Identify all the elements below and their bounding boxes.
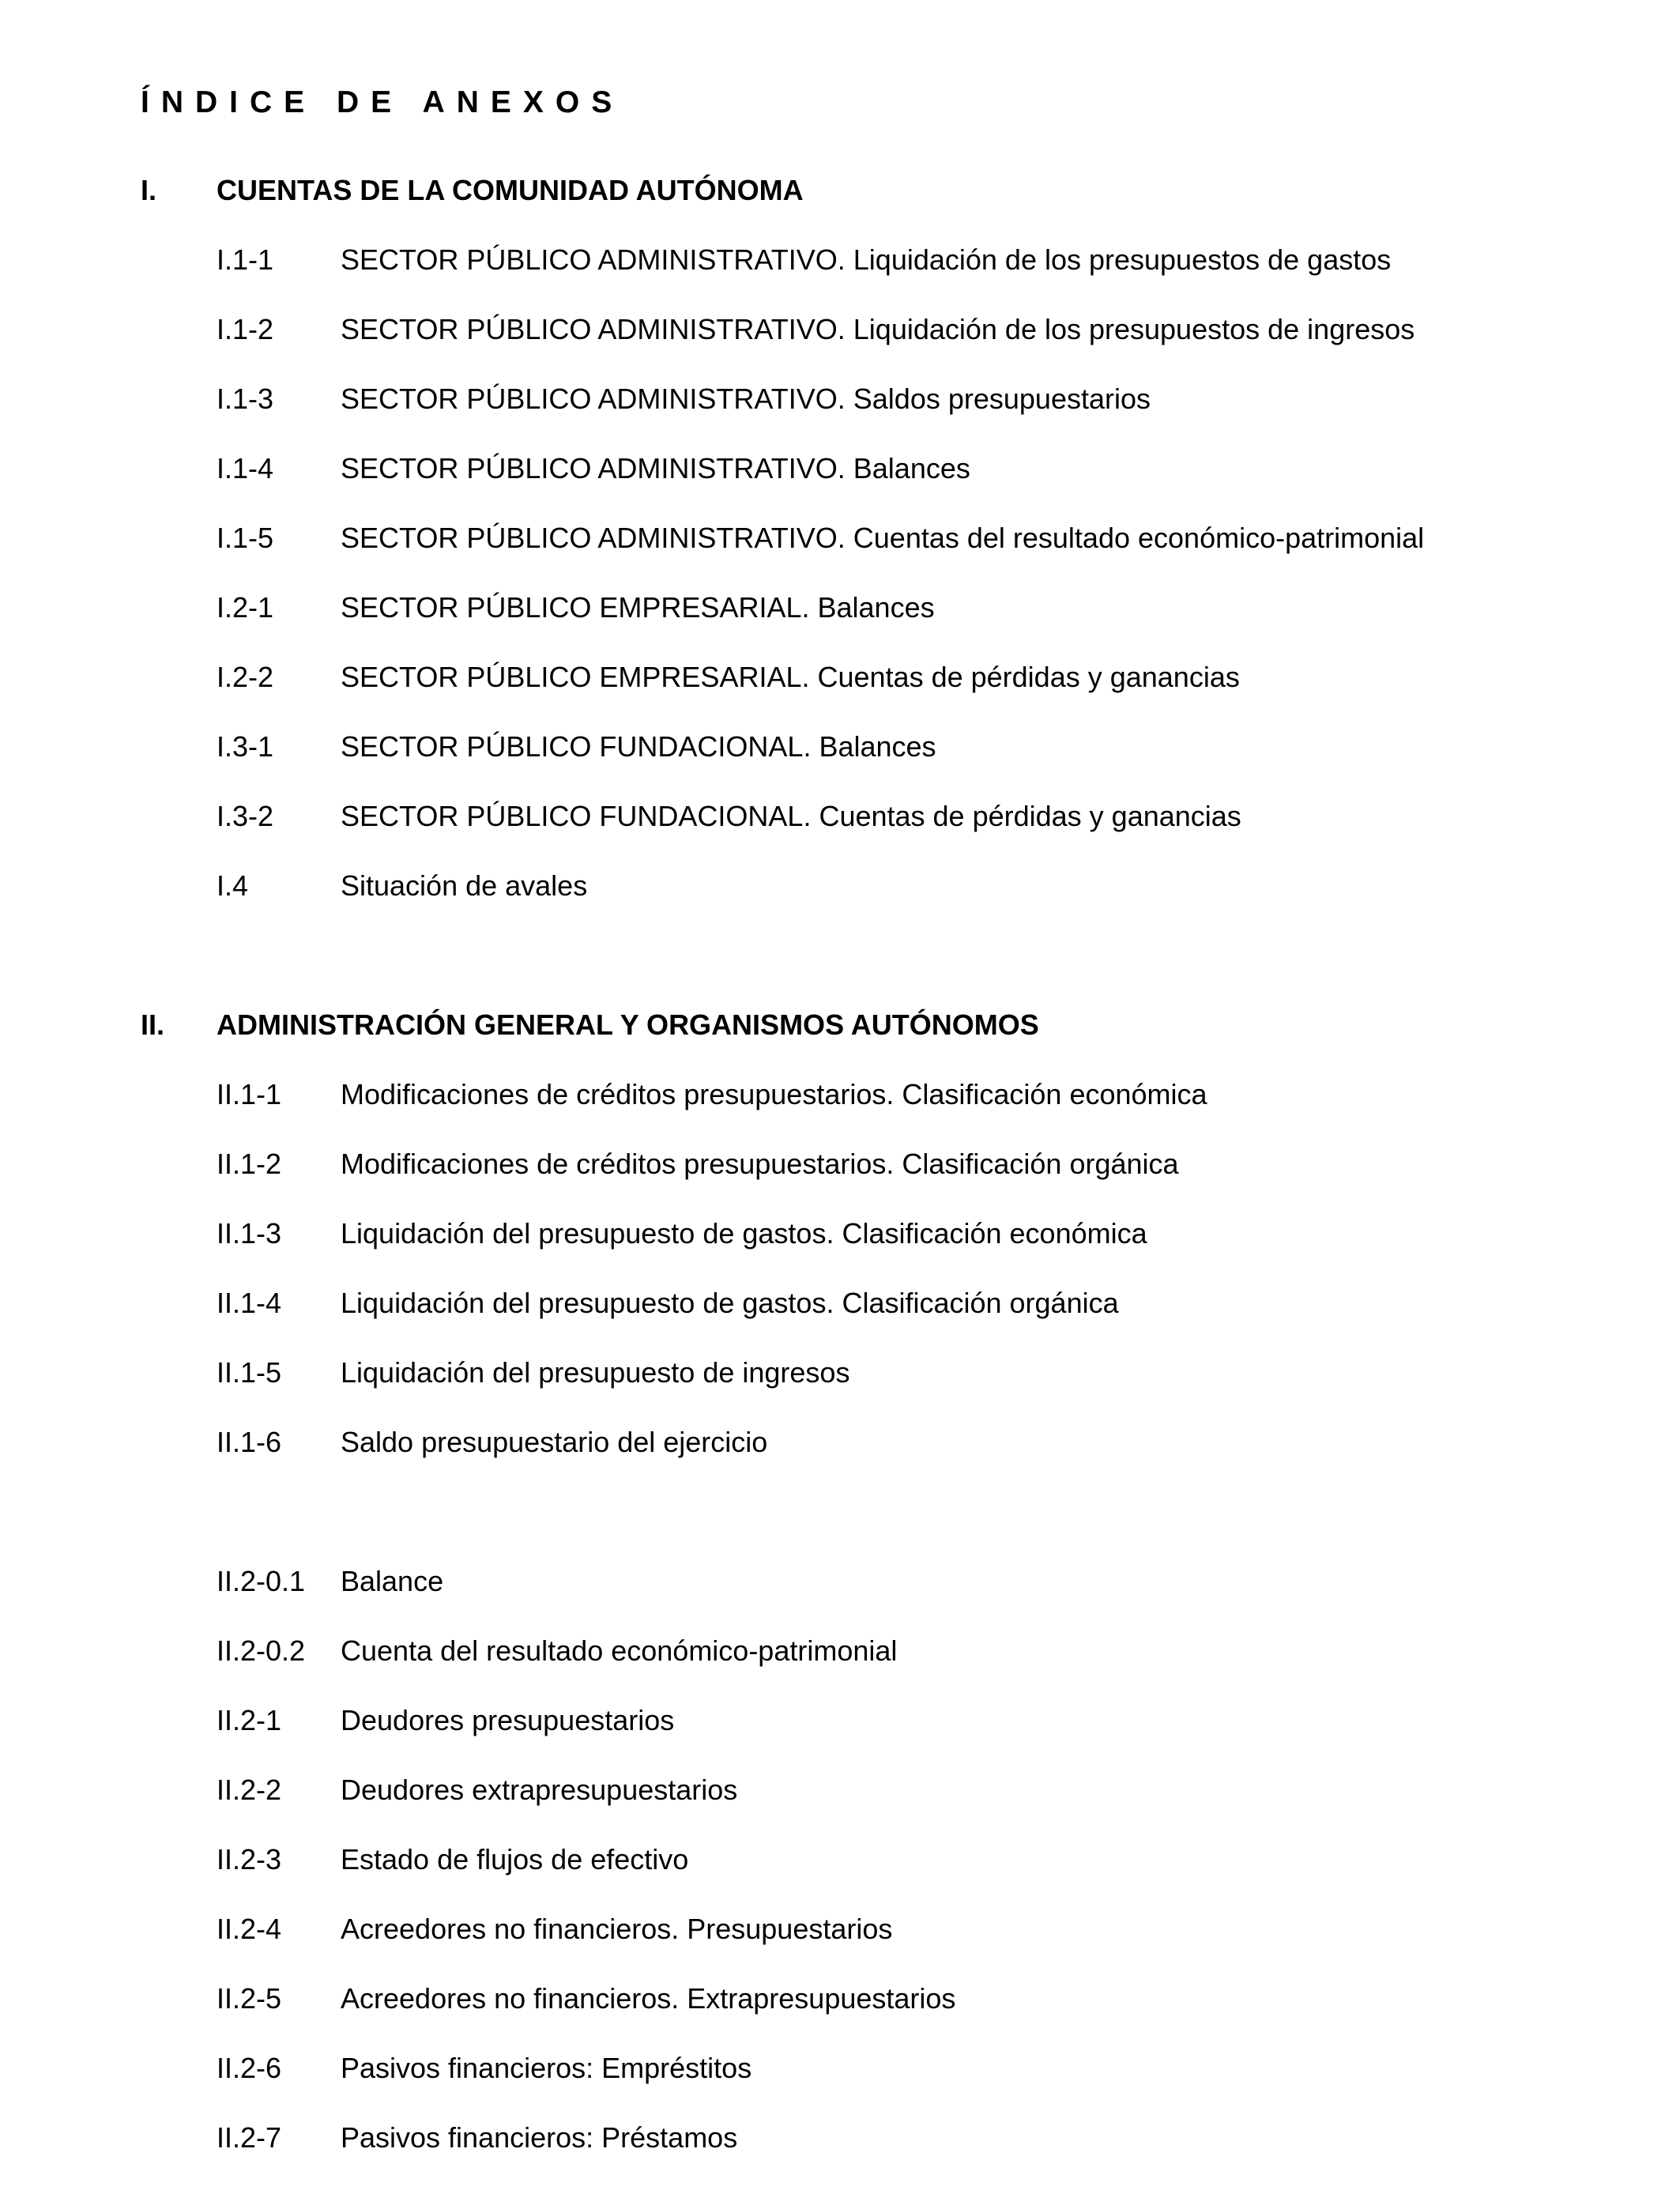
- annex-description: Situación de avales: [341, 869, 588, 902]
- annex-code: I.1-3: [217, 383, 274, 415]
- annex-description: SECTOR PÚBLICO ADMINISTRATIVO. Saldos presupuestarios: [341, 383, 1151, 415]
- annex-code: II.2-6: [217, 2052, 282, 2084]
- annex-code: II.1-5: [217, 1356, 282, 1389]
- annex-code: II.1-2: [217, 1148, 282, 1180]
- annex-description: Pasivos financieros: Préstamos: [341, 2121, 738, 2154]
- annex-description: Liquidación del presupuesto de gastos. Clasificación orgánica: [341, 1287, 1119, 1319]
- annex-description: Estado de flujos de efectivo: [341, 1843, 689, 1875]
- annex-description: Saldo presupuestario del ejercicio: [341, 1426, 768, 1458]
- annex-description: SECTOR PÚBLICO ADMINISTRATIVO. Balances: [341, 452, 970, 484]
- section-number: I.: [141, 174, 157, 206]
- annex-description: SECTOR PÚBLICO EMPRESARIAL. Cuentas de pérdidas y ganancias: [341, 661, 1240, 693]
- section-number: II.: [141, 1008, 165, 1041]
- annex-description: Cuenta del resultado económico-patrimonial: [341, 1634, 898, 1667]
- annex-code: II.1-3: [217, 1217, 282, 1250]
- annex-code: II.2-0.1: [217, 1565, 306, 1597]
- annex-description: Acreedores no financieros. Presupuestarios: [341, 1913, 893, 1945]
- annex-description: Liquidación del presupuesto de gastos. Clasificación económica: [341, 1217, 1147, 1250]
- annex-code: II.2-7: [217, 2121, 282, 2154]
- annex-code: I.1-4: [217, 452, 274, 484]
- annex-code: II.1-4: [217, 1287, 282, 1319]
- annex-code: II.2-5: [217, 1982, 282, 2015]
- annex-code: I.4: [217, 869, 249, 902]
- annex-description: SECTOR PÚBLICO ADMINISTRATIVO. Cuentas del resultado económico-patrimonial: [341, 522, 1425, 554]
- annex-code: I.3-1: [217, 730, 274, 763]
- annex-code: I.2-1: [217, 591, 274, 624]
- annex-code: I.2-2: [217, 661, 274, 693]
- annex-description: SECTOR PÚBLICO ADMINISTRATIVO. Liquidación de los presupuestos de ingresos: [341, 313, 1415, 345]
- annex-description: SECTOR PÚBLICO FUNDACIONAL. Cuentas de pérdidas y ganancias: [341, 800, 1241, 832]
- section-title: CUENTAS DE LA COMUNIDAD AUTÓNOMA: [217, 174, 804, 206]
- annex-code: II.1-6: [217, 1426, 282, 1458]
- annex-code: II.2-0.2: [217, 1634, 306, 1667]
- annex-description: Modificaciones de créditos presupuestarios. Clasificación económica: [341, 1078, 1207, 1110]
- annex-code: I.1-1: [217, 243, 274, 276]
- annex-description: Balance: [341, 1565, 444, 1597]
- annex-description: SECTOR PÚBLICO FUNDACIONAL. Balances: [341, 730, 936, 763]
- annex-description: Deudores presupuestarios: [341, 1704, 675, 1736]
- section-title: ADMINISTRACIÓN GENERAL Y ORGANISMOS AUTÓNOMOS: [217, 1008, 1039, 1041]
- annex-code: II.2-1: [217, 1704, 282, 1736]
- annex-description: Acreedores no financieros. Extrapresupuestarios: [341, 1982, 956, 2015]
- page-title: ÍNDICE DE ANEXOS: [141, 85, 624, 119]
- annex-code: II.2-4: [217, 1913, 282, 1945]
- annex-code: I.1-5: [217, 522, 274, 554]
- annex-description: Deudores extrapresupuestarios: [341, 1774, 738, 1806]
- annex-code: I.3-2: [217, 800, 274, 832]
- annex-description: Pasivos financieros: Empréstitos: [341, 2052, 752, 2084]
- annex-code: I.1-2: [217, 313, 274, 345]
- annex-code: II.2-3: [217, 1843, 282, 1875]
- annex-description: SECTOR PÚBLICO ADMINISTRATIVO. Liquidación de los presupuestos de gastos: [341, 243, 1392, 276]
- annex-code: II.2-2: [217, 1774, 282, 1806]
- annex-description: Liquidación del presupuesto de ingresos: [341, 1356, 850, 1389]
- annex-description: SECTOR PÚBLICO EMPRESARIAL. Balances: [341, 591, 935, 624]
- annex-code: II.1-1: [217, 1078, 282, 1110]
- annex-description: Modificaciones de créditos presupuestarios. Clasificación orgánica: [341, 1148, 1179, 1180]
